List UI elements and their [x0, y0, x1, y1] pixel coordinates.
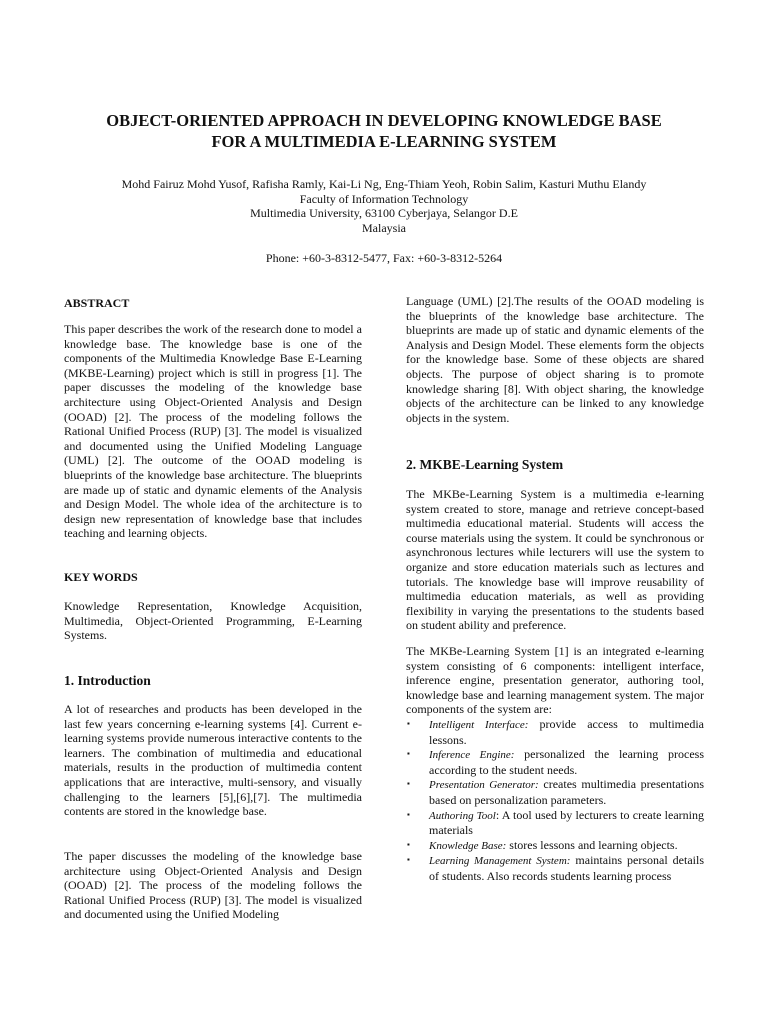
- abstract-heading: ABSTRACT: [64, 296, 130, 310]
- component-description: provide access to multimedia lessons.: [429, 717, 704, 747]
- list-item: [406, 747, 704, 777]
- author-faculty: Faculty of Information Technology: [299, 191, 469, 206]
- introduction-heading: 1. Introduction: [64, 673, 151, 688]
- bullet-icon: ▪: [407, 779, 410, 789]
- keywords-text: Knowledge Representation, Knowledge Acquisition, Multimedia, Object-Oriented Programming, E-Learning Systems.: [64, 599, 362, 643]
- paper-title-line-1: OBJECT-ORIENTED APPROACH IN DEVELOPING KNOWLEDGE BASE: [106, 111, 662, 130]
- author-contact: Phone: +60-3-8312-5477, Fax: +60-3-8312-5264: [265, 251, 503, 265]
- component-description: creates multimedia presentations based on personalization parameters.: [429, 777, 704, 807]
- list-item: [406, 853, 704, 883]
- mkbe-paragraph-2: The MKBe-Learning System [1] is an integrated e-learning system consisting of 6 components: intelligent interface, inference engine, presentation generator, authoring tool, knowledge base and learning management system. The major components of the system are:: [406, 644, 704, 717]
- author-university: Multimedia University, 63100 Cyberjaya, Selangor D.E: [250, 206, 518, 220]
- component-term: Intelligent Interface:: [429, 719, 529, 731]
- list-item: [406, 777, 704, 807]
- component-list: [406, 717, 704, 884]
- introduction-paragraph-3: Language (UML) [2].The results of the OOAD modeling is the blueprints of the knowledge base architecture. The blueprints are made up of static and dynamic elements of the Analysis and Design Model. These elements form the objects for the knowledge base. Some of these objects are shared objects. The purpose of object sharing is to promote knowledge sharing [8]. With object sharing, the knowledge objects of the architecture can be linked to any knowledge objects in the system.: [406, 294, 704, 425]
- list-item: [406, 838, 704, 854]
- bullet-icon: ▪: [407, 809, 410, 819]
- component-description: stores lessons and learning objects.: [506, 837, 678, 852]
- mkbe-heading: 2. MKBE-Learning System: [406, 457, 564, 472]
- bullet-icon: ▪: [407, 855, 410, 865]
- component-term: Learning Management System:: [429, 855, 571, 868]
- component-term: Authoring Tool: [429, 809, 496, 822]
- mkbe-paragraph-1: The MKBe-Learning System is a multimedia e-learning system created to store, manage and retrieve concept-based multimedia educational material. Students will access the course materials using the system. It could be synchronous or asynchronous lectures while lecturers will use the system to organize and store education materials such as lectures and tutorials. The knowledge base will improve reusability of multimedia education materials, as well as providing flexibility in varying the presentations to the students based on student ability and preference.: [406, 487, 704, 633]
- bullet-icon: ▪: [407, 839, 410, 849]
- component-term: Inference Engine:: [429, 749, 515, 762]
- paper-title-line-2: FOR A MULTIMEDIA E-LEARNING SYSTEM: [211, 132, 557, 151]
- component-description: personalized the learning process according to the student needs.: [429, 747, 704, 777]
- component-description: : A tool used by lecturers to create learning materials: [429, 807, 704, 838]
- list-item: [406, 808, 704, 838]
- keywords-heading: KEY WORDS: [64, 570, 138, 584]
- author-country: Malaysia: [362, 220, 406, 235]
- component-term: Presentation Generator:: [429, 779, 539, 792]
- component-term: Knowledge Base:: [429, 839, 507, 852]
- list-item: [406, 717, 704, 747]
- bullet-icon: ▪: [407, 749, 410, 759]
- introduction-paragraph-1: A lot of researches and products has been developed in the last few years concerning e-learning systems [4]. Current e-learning systems provide numerous interactive contents to the learners. The combination of multimedia and educational materials, results in the production of multimedia content applications that are interactive, multi-sensory, and visually challenging to the learners [5],[6],[7]. The multimedia contents are stored in the knowledge base.: [64, 702, 362, 819]
- paper-title: [60, 110, 708, 152]
- author-block: [40, 177, 728, 235]
- bullet-icon: ▪: [407, 719, 410, 728]
- abstract-text: This paper describes the work of the research done to model a knowledge base. The knowledge base is one of the components of the Multimedia Knowledge Base E-Learning (MKBE-Learning) project which is still in progress [1]. The paper discusses the modeling of the knowledge base architecture using Object-Oriented Analysis and Design (OOAD) [2]. The process of the modeling follows the Rational Unified Process (RUP) [3]. The model is visualized and documented using the Unified Modeling Language (UML) [2]. The outcome of the OOAD modeling is blueprints of the knowledge base architecture. The blueprints are made up of static and dynamic elements of the Analysis and Design Model. The whole idea of the architecture is to design new representation of knowledge base that includes teaching and learning objects.: [64, 322, 362, 541]
- introduction-paragraph-2: The paper discusses the modeling of the knowledge base architecture using Object-Oriented Analysis and Design (OOAD) [2]. The process of the modeling follows the Rational Unified Process (RUP) [3]. The model is visualized and documented using the Unified Modeling: [64, 849, 362, 922]
- component-description: maintains personal details of students. Also records students learning process: [429, 853, 704, 883]
- author-names: Mohd Fairuz Mohd Yusof, Rafisha Ramly, Kai-Li Ng, Eng-Thiam Yeoh, Robin Salim, Kasturi Muthu Elandy: [121, 177, 647, 191]
